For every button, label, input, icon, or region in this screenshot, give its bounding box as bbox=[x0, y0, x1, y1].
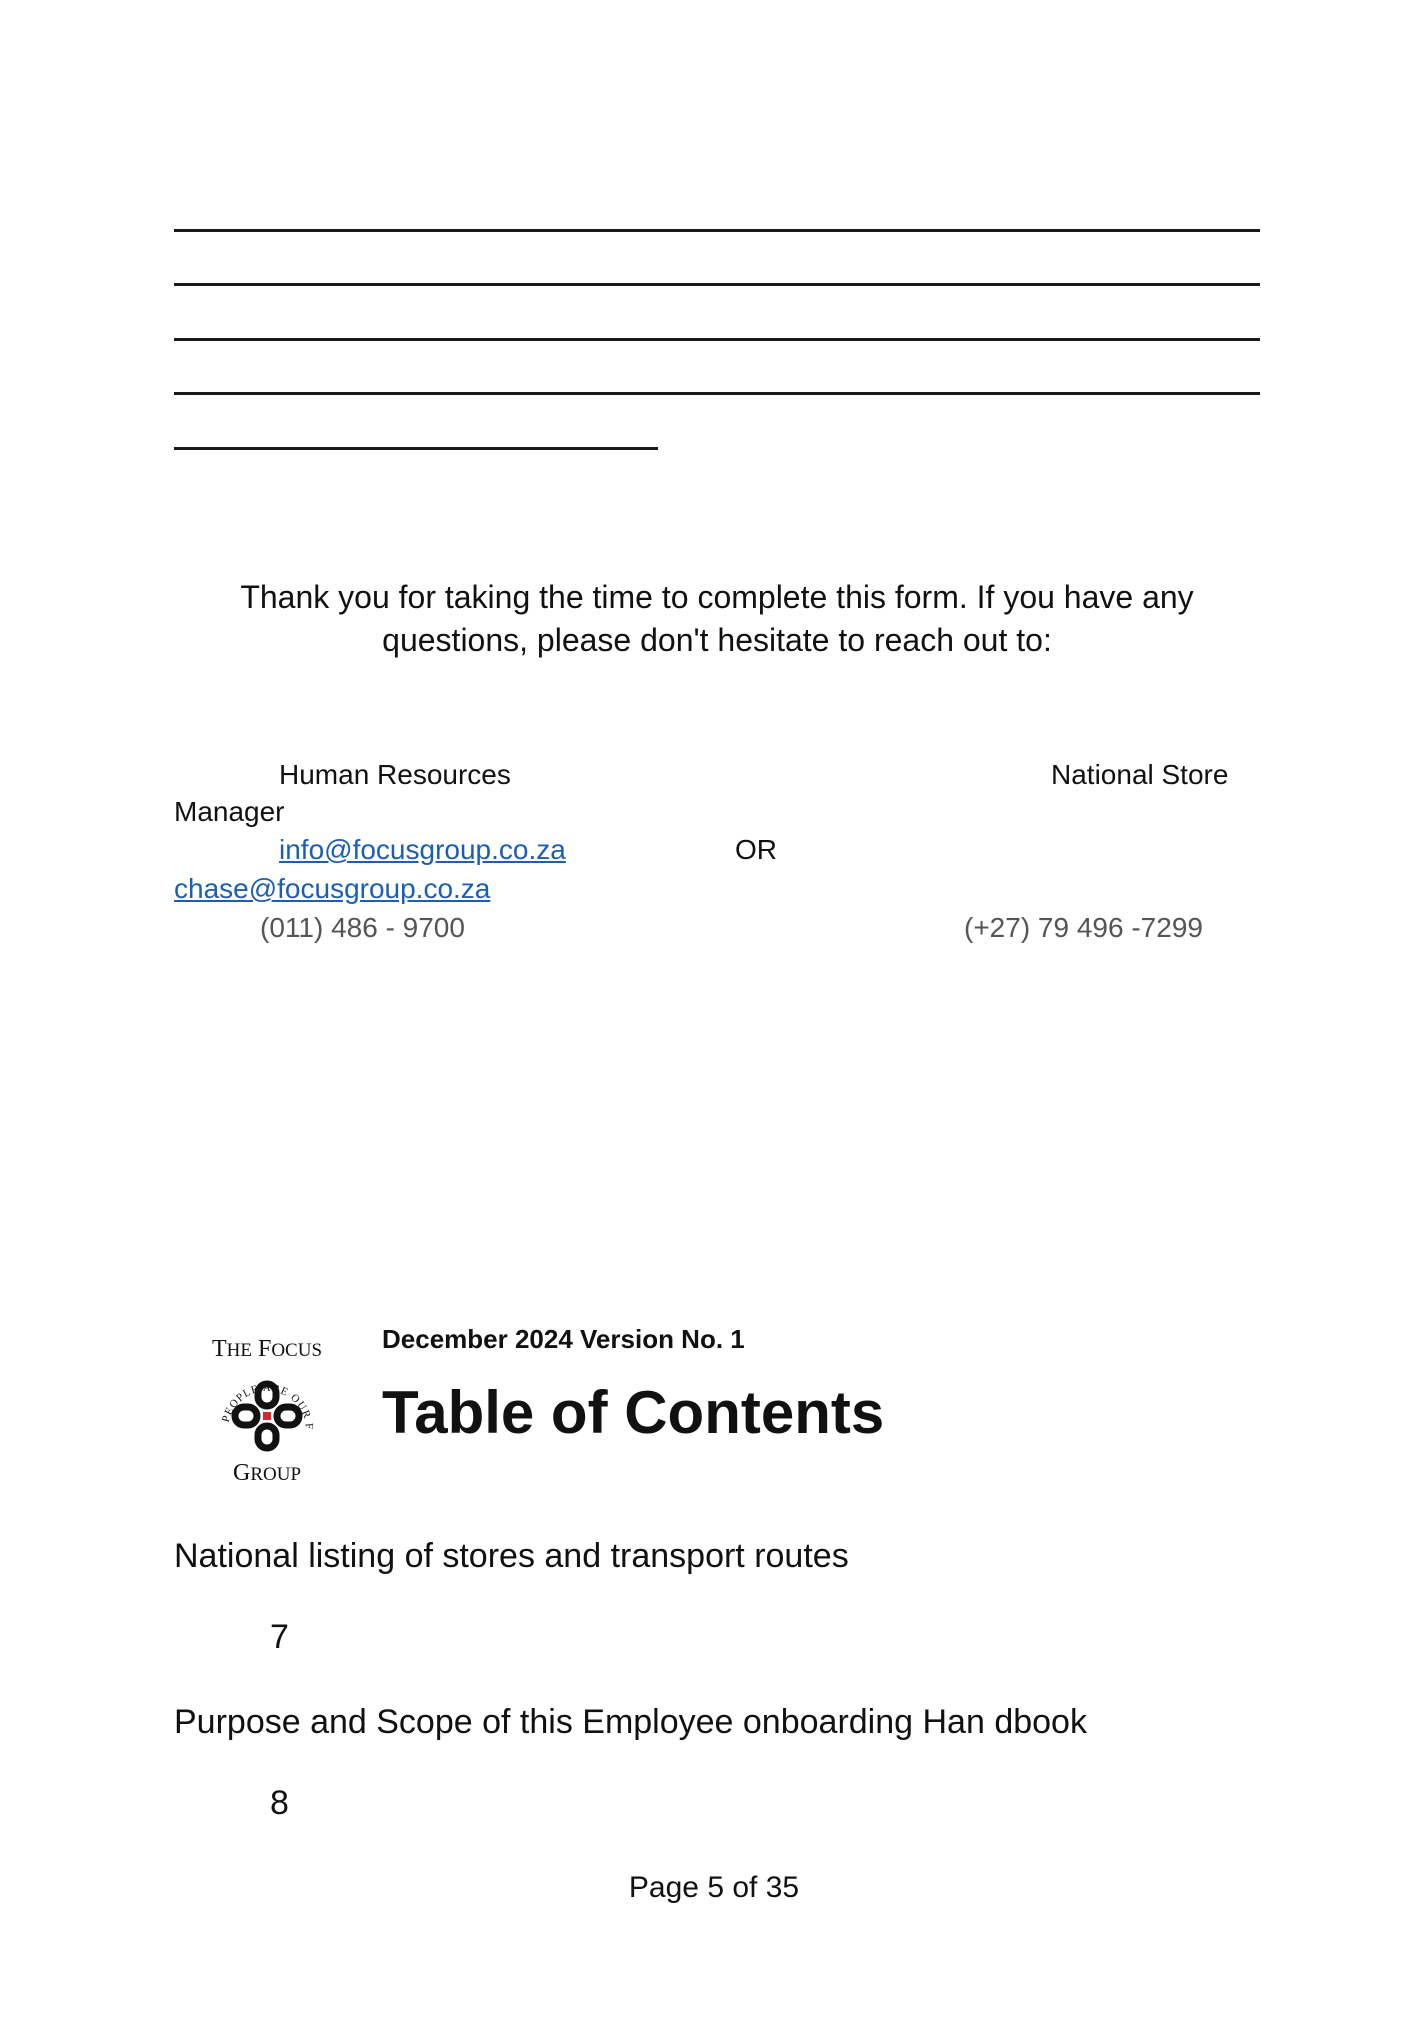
response-line-2 bbox=[174, 283, 1260, 286]
response-line-5 bbox=[174, 447, 658, 450]
focus-group-logo bbox=[190, 1330, 344, 1490]
closing-message: Thank you for taking the time to complete this form. If you have any questions, please don't hesitate to reach out to: bbox=[240, 579, 1194, 658]
focus-group-logo-icon bbox=[190, 1330, 344, 1490]
toc-entry-title[interactable]: Purpose and Scope of this Employee onboarding Han dbook bbox=[174, 1703, 1087, 1741]
store-phone: (+27) 79 496 -7299 bbox=[964, 912, 1203, 943]
store-manager-label-part2: Manager bbox=[174, 796, 285, 827]
toc-entry-page: 7 bbox=[270, 1618, 289, 1656]
store-email-link[interactable]: chase@focusgroup.co.za bbox=[174, 873, 491, 904]
svg-text:PEOPLE ARE OUR FOCUS: PEOPLE ARE OUR F bbox=[219, 1381, 316, 1431]
hr-label: Human Resources bbox=[279, 759, 511, 790]
version-label: December 2024 Version No. 1 bbox=[382, 1324, 745, 1354]
page-number: Page 5 of 35 bbox=[628, 1871, 800, 1904]
toc-title: Table of Contents bbox=[382, 1379, 885, 1446]
hr-email-link[interactable]: info@focusgroup.co.za bbox=[279, 834, 566, 865]
contact-separator: OR bbox=[735, 834, 777, 865]
toc-entry-page: 8 bbox=[270, 1784, 289, 1822]
hr-phone: (011) 486 - 9700 bbox=[260, 912, 465, 943]
response-line-3 bbox=[174, 338, 1260, 341]
svg-text:THE FOCUS: THE FOCUS bbox=[211, 1336, 323, 1362]
store-manager-label-part1: National Store bbox=[1051, 759, 1229, 790]
toc-entry-title[interactable]: National listing of stores and transport routes bbox=[174, 1537, 849, 1575]
response-line-1 bbox=[174, 229, 1260, 232]
response-line-4 bbox=[174, 392, 1260, 395]
svg-text:GROUP: GROUP bbox=[232, 1460, 302, 1486]
